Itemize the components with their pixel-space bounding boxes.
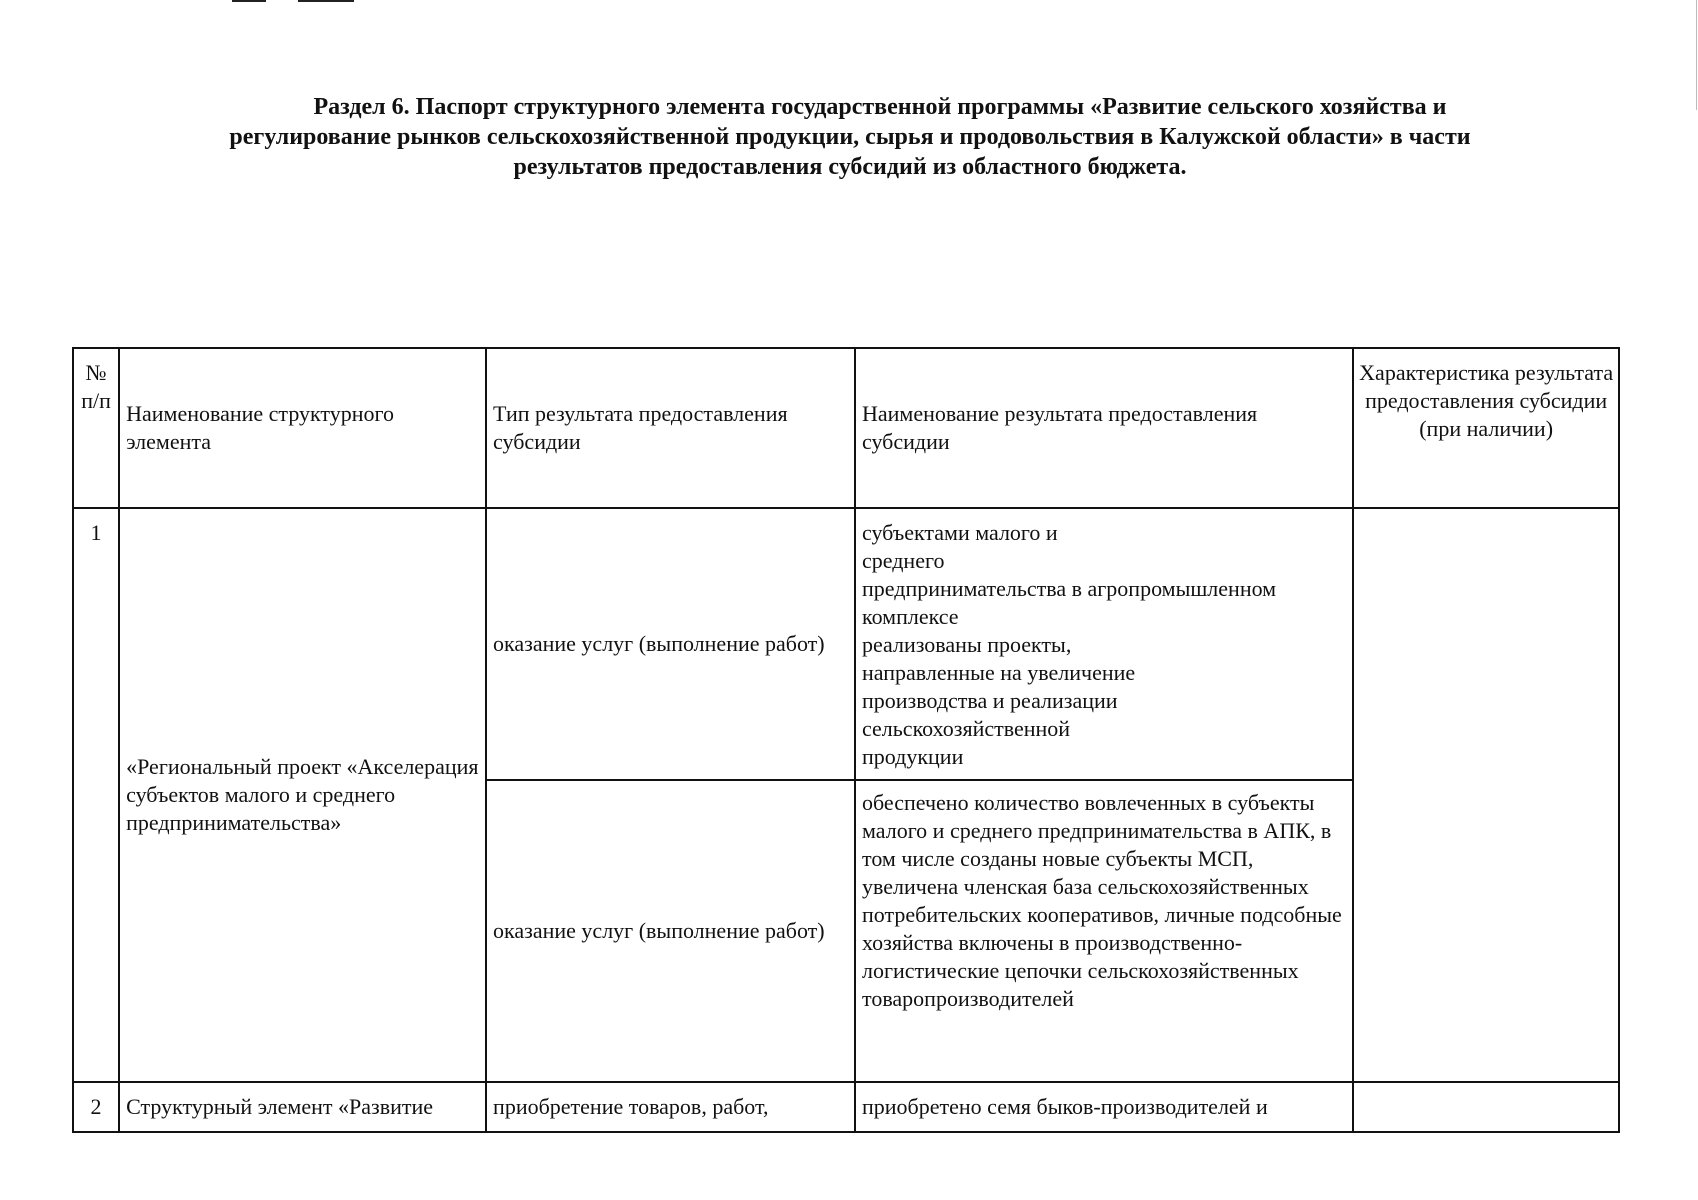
result-line: продукции <box>862 744 964 769</box>
result-line: производства и реализации <box>862 688 1118 713</box>
passport-table <box>72 347 1620 1133</box>
heading-line-3: результатов предоставления субсидий из областного бюджета. <box>513 154 1187 180</box>
result-line: предпринимательства в агропромышленном <box>862 576 1277 601</box>
result-line: комплексе <box>862 604 959 629</box>
structural-element-name: Структурный элемент «Развитие <box>119 1082 486 1132</box>
header-name: Наименование структурного элемента <box>119 348 486 508</box>
result-line: сельскохозяйственной <box>862 716 1071 741</box>
row-number: 1 <box>73 508 119 1082</box>
section-heading <box>120 92 1580 182</box>
table-row <box>73 508 1619 780</box>
table-header-row <box>73 348 1619 508</box>
result-line: реализованы проекты, <box>862 632 1072 657</box>
heading-line-1: Раздел 6. Паспорт структурного элемента государственной программы «Развитие сельского хозяйства и <box>313 94 1447 120</box>
result-name: обеспечено количество вовлеченных в субъекты малого и среднего предпринимательства в АПК, в том числе созданы новые субъекты МСП, увеличена членская база сельскохозяйственных потребительских кооперативов, личные подсобные хозяйства включены в производственно-логистические цепочки сельскохозяйственных товаропроизводителей <box>855 780 1353 1082</box>
result-characteristic <box>1353 508 1619 1082</box>
header-num: № п/п <box>73 348 119 508</box>
scan-edge <box>1696 0 1697 110</box>
result-line: направленные на увеличение <box>862 660 1136 685</box>
result-characteristic <box>1353 1082 1619 1132</box>
result-name <box>855 508 1353 780</box>
header-type: Тип результата предоставления субсидии <box>486 348 855 508</box>
heading-line-2: регулирование рынков сельскохозяйственной продукции, сырья и продовольствия в Калужской области» в части <box>229 124 1471 150</box>
structural-element-name: «Региональный проект «Акселерация субъектов малого и среднего предпринимательства» <box>119 508 486 1082</box>
result-line: субъектами малого и <box>862 520 1058 545</box>
result-line: среднего <box>862 548 945 573</box>
result-type: оказание услуг (выполнение работ) <box>486 780 855 1082</box>
header-result: Наименование результата предоставления субсидии <box>855 348 1353 508</box>
row-number: 2 <box>73 1082 119 1132</box>
result-type: приобретение товаров, работ, <box>486 1082 855 1132</box>
header-characteristic: Характеристика результата предоставления субсидии (при наличии) <box>1353 348 1619 508</box>
result-type: оказание услуг (выполнение работ) <box>486 508 855 780</box>
table-row <box>73 1082 1619 1132</box>
result-name: приобретено семя быков-производителей и <box>855 1082 1353 1132</box>
